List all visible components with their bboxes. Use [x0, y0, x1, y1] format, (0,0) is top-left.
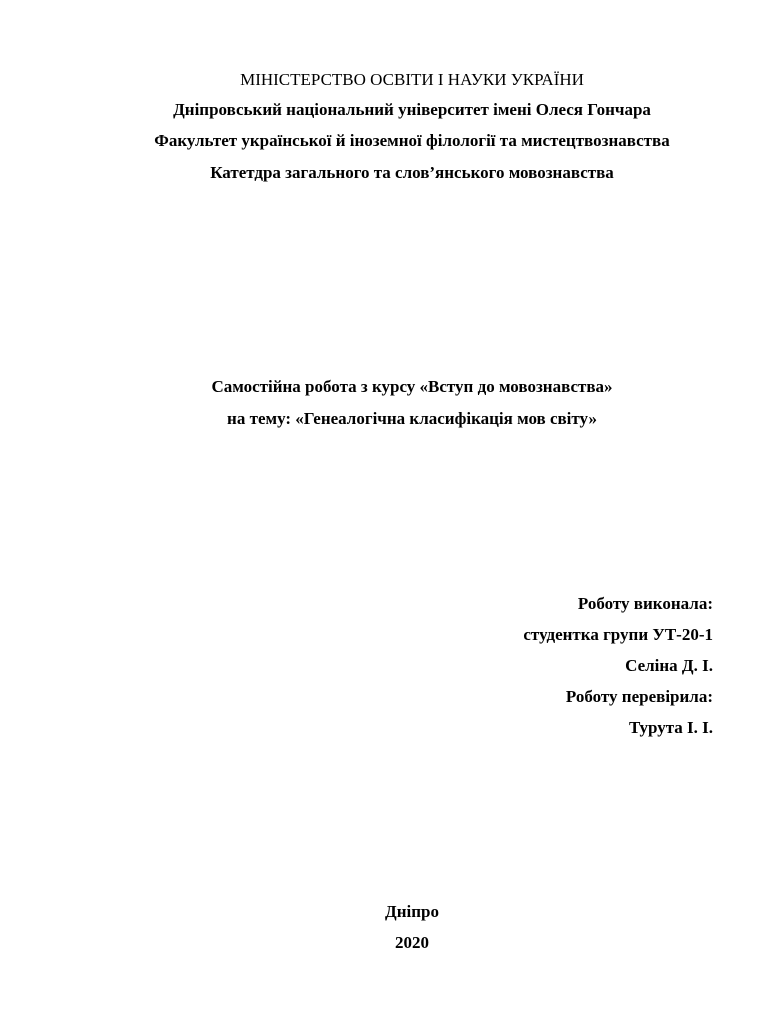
- work-title-line-1: Самостійна робота з курсу «Вступ до мовознавства»: [211, 377, 613, 396]
- ministry-heading: МІНІСТЕРСТВО ОСВІТИ І НАУКИ УКРАЇНИ: [240, 70, 584, 89]
- checked-by-label: Роботу перевірила:: [565, 687, 713, 706]
- student-name: Селіна Д. І.: [625, 656, 713, 675]
- year: 2020: [395, 933, 429, 952]
- done-by-label: Роботу виконала:: [577, 594, 713, 613]
- city-name: Дніпро: [385, 902, 439, 921]
- work-title-line-2: на тему: «Генеалогічна класифікація мов світу»: [227, 409, 597, 428]
- university-name: Дніпровський національний університет імені Олеся Гончара: [173, 100, 651, 119]
- student-group: студентка групи УТ-20-1: [523, 625, 713, 644]
- faculty-name: Факультет української й іноземної філології та мистецтвознавства: [154, 131, 670, 150]
- department-name: Катетдра загального та слов’янського мовознавства: [210, 163, 614, 182]
- checker-name: Турута І. І.: [628, 718, 713, 737]
